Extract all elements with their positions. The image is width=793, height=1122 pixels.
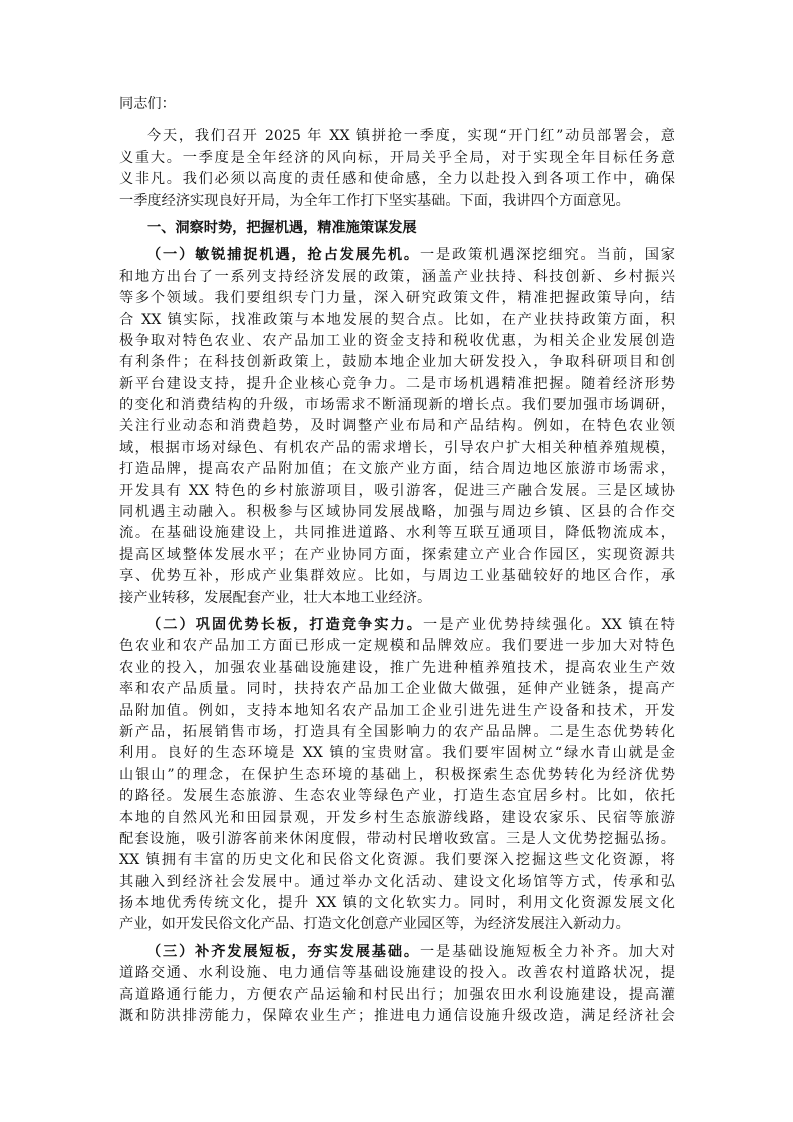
body-line: XX 镇拥有丰富的历史文化和民俗文化资源。我们要深入挖掘这些文化资源，将 bbox=[119, 852, 675, 869]
body-line: 率和农产品质量。同时，扶持农产品加工企业做大做强，延伸产业链条，提高产 bbox=[119, 681, 675, 698]
body-line: 和地方出台了一系列支持经济发展的政策，涵盖产业扶持、科技创新、乡村振兴 bbox=[119, 268, 675, 285]
subsection-heading: （一）敏锐捕捉机遇，抢占发展先机。 bbox=[147, 247, 420, 264]
body-line: 品附加值。例如，支持本地知名农产品加工企业引进先进生产设备和技术，开发 bbox=[119, 702, 675, 719]
subsection-first-line bbox=[119, 245, 675, 266]
intro-line: 今天，我们召开 2025 年 XX 镇拼抢一季度，实现“开门红”动员部署会，意 bbox=[147, 128, 675, 145]
body-line: 色农业和农产品加工方面已形成一定规模和品牌效应。我们要进一步加大对特色 bbox=[119, 638, 675, 655]
subsection-heading: （三）补齐发展短板，夯实发展基础。 bbox=[147, 943, 420, 960]
body-line: 同机遇主动融入。积极参与区域协同发展战略，加强与周边乡镇、区县的合作交 bbox=[119, 504, 675, 521]
body-line: 高道路通行能力，方便农产品运输和村民出行；加强农田水利设施建设，提高灌 bbox=[119, 986, 675, 1003]
body-line: 打造品牌，提高农产品附加值；在文旅产业方面，结合周边地区旅游市场需求， bbox=[119, 461, 675, 478]
body-line: 有利条件；在科技创新政策上，鼓励本地企业加大研发投入，争取科研项目和创 bbox=[119, 354, 675, 371]
subsection-heading: （二）巩固优势长板，打造竞争实力。 bbox=[147, 616, 423, 633]
subsection-text: 一是产业优势持续强化。XX 镇在特 bbox=[423, 616, 675, 633]
body-line: 极争取对特色农业、农产品加工业的资金支持和税收优惠，为相关企业发展创造 bbox=[119, 332, 675, 349]
body-line: 合 XX 镇实际，找准政策与本地发展的契合点。比如，在产业扶持政策方面，积 bbox=[119, 311, 675, 328]
salutation: 同志们： bbox=[119, 96, 176, 112]
body-line: 本地的自然风光和田园景观，开发乡村生态旅游线路，建设农家乐、民宿等旅游 bbox=[119, 809, 675, 826]
body-line: 扬本地优秀传统文化，提升 XX 镇的文化软实力。同时，利用文化资源发展文化 bbox=[119, 895, 675, 912]
body-line: 配套设施，吸引游客前来休闲度假，带动村民增收致富。三是人文优势挖掘弘扬。 bbox=[119, 830, 675, 847]
body-line: 道路交通、水利设施、电力通信等基础设施建设的投入。改善农村道路状况，提 bbox=[119, 965, 675, 982]
intro-line: 义重大。一季度是全年经济的风向标，开局关乎全局，对于实现全年目标任务意 bbox=[119, 149, 675, 166]
body-line: 的路径。发展生态旅游、生态农业等绿色产业，打造生态宜居乡村。比如，依托 bbox=[119, 788, 675, 805]
body-line: 新产品，拓展销售市场，打造具有全国影响力的农产品品牌。二是生态优势转化 bbox=[119, 723, 675, 740]
body-line: 开发具有 XX 特色的乡村旅游项目，吸引游客，促进三产融合发展。三是区域协 bbox=[119, 482, 675, 499]
body-line: 农业的投入，加强农业基础设施建设，推广先进种植养殖技术，提高农业生产效 bbox=[119, 659, 675, 676]
subsection-first-line bbox=[119, 942, 675, 963]
body-line: 其融入到经济社会发展中。通过举办文化活动、建设文化场馆等方式，传承和弘 bbox=[119, 873, 675, 890]
body-line: 等多个领域。我们要组织专门力量，深入研究政策文件，精准把握政策导向，结 bbox=[119, 290, 675, 307]
intro-paragraph bbox=[119, 126, 675, 212]
body-line: 域，根据市场对绿色、有机农产品的需求增长，引导农户扩大相关种植养殖规模， bbox=[119, 439, 675, 456]
subsection-text: 一是基础设施短板全力补齐。加大对 bbox=[419, 943, 675, 960]
body-line: 山银山”的理念，在保护生态环境的基础上，积极探索生态优势转化为经济优势 bbox=[119, 766, 675, 783]
body-line: 提高区域整体发展水平；在产业协同方面，探索建立产业合作园区，实现资源共 bbox=[119, 546, 675, 563]
section-heading-1: 一、洞察时势，把握机遇，精准施策谋发展 bbox=[147, 219, 417, 236]
subsection-1 bbox=[119, 245, 675, 609]
subsection-text: 一是政策机遇深挖细究。当前，国家 bbox=[419, 247, 675, 264]
body-line: 新平台建设支持，提升企业核心竞争力。二是市场机遇精准把握。随着经济形势 bbox=[119, 375, 675, 392]
body-line: 溉和防洪排涝能力，保障农业生产；推进电力通信设施升级改造，满足经济社会 bbox=[119, 1008, 675, 1025]
intro-line: 义非凡。我们必须以高度的责任感和使命感，全力以赴投入到各项工作中，确保 bbox=[119, 171, 675, 188]
body-line: 享、优势互补，形成产业集群效应。比如，与周边工业基础较好的地区合作，承 bbox=[119, 568, 675, 585]
body-line: 利用。良好的生态环境是 XX 镇的宝贵财富。我们要牢固树立“绿水青山就是金 bbox=[119, 745, 675, 762]
body-line: 产业，如开发民俗文化产品、打造文化创意产业园区等，为经济发展注入新动力。 bbox=[119, 916, 630, 933]
document-page bbox=[119, 94, 675, 1027]
subsection-first-line bbox=[119, 615, 675, 636]
intro-line: 一季度经济实现良好开局，为全年工作打下坚实基础。下面，我讲四个方面意见。 bbox=[119, 192, 630, 209]
body-line: 关注行业动态和消费趋势，及时调整产业布局和产品结构。例如，在特色农业领 bbox=[119, 418, 675, 435]
subsection-3 bbox=[119, 942, 675, 1028]
body-line: 的变化和消费结构的升级，市场需求不断涌现新的增长点。我们要加强市场调研， bbox=[119, 397, 675, 414]
subsection-2 bbox=[119, 615, 675, 936]
body-line: 流。在基础设施建设上，共同推进道路、水利等互联互通项目，降低物流成本， bbox=[119, 525, 675, 542]
body-line: 接产业转移，发展配套产业，壮大本地工业经济。 bbox=[119, 589, 432, 606]
